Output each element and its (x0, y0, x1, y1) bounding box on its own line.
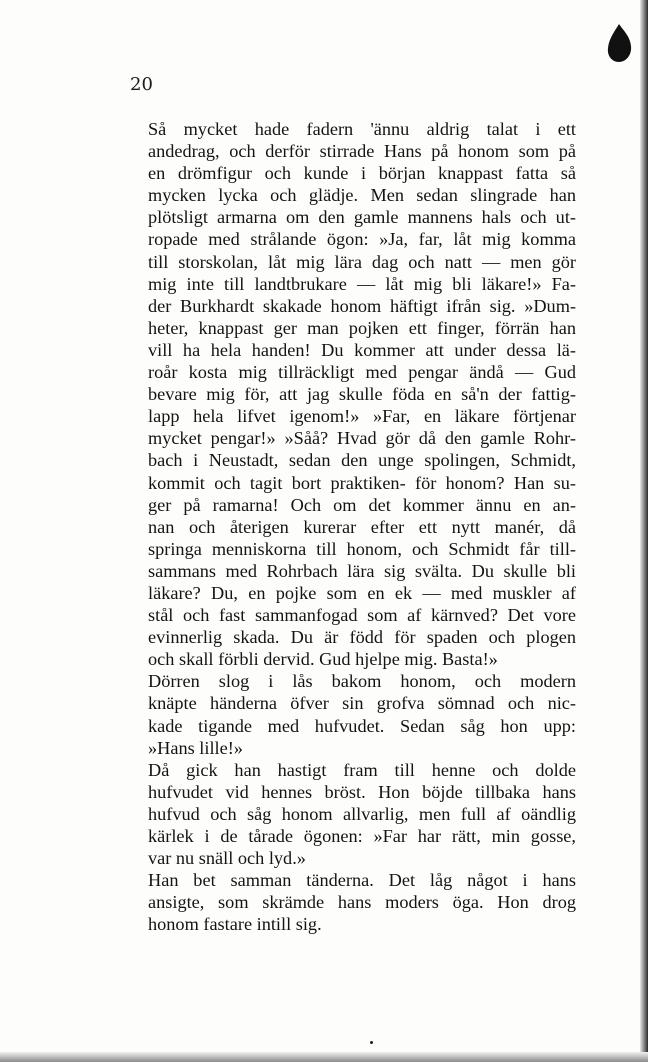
text-line: vill ha hela handen! Du kommer att under dessa lä- (148, 339, 576, 360)
text-line: ropade med strålande ögon: »Ja, far, låt mig komma (148, 229, 576, 250)
text-line: nan och återigen kurerar efter ett nytt manér, då (148, 516, 576, 537)
text-line: till storskolan, låt mig lära dag och natt — men gör (148, 251, 576, 272)
text-line: kärlek i de tårade ögonen: »Far har rätt, min gosse, (148, 826, 576, 846)
page-bottom-edge (0, 1052, 648, 1062)
text-line: hufvudet vid hennes bröst. Hon böjde tillbaka hans (148, 781, 576, 802)
text-line: knäpte händerna öfver sin grofva sömnad och nic- (148, 693, 576, 714)
text-line: hufvud och såg honom allvarlig, men full af oändlig (148, 803, 576, 824)
text-line: ansigte, som skrämde hans moders öga. Hon drog (148, 892, 576, 913)
text-line: en drömfigur och kunde i början knappast fatta så (148, 163, 576, 184)
scan-speck (370, 1041, 373, 1044)
text-line: springa menniskorna till honom, och Schmidt får till- (148, 538, 576, 559)
body-text (104, 118, 576, 935)
paragraph (104, 670, 576, 758)
text-line: evinnerlig skada. Du är född för spaden och plogen (148, 627, 576, 648)
text-line: bach i Neustadt, sedan den unge spolingen, Schmidt, (148, 450, 576, 471)
text-line: ger på ramarna! Och om det kommer ännu en an- (148, 494, 576, 515)
text-line: var nu snäll och lyd.» (148, 848, 306, 869)
text-line: mycken lycka och glädje. Men sedan slingrade han (148, 185, 576, 206)
paragraph (104, 118, 576, 670)
text-line: »Hans lille!» (148, 737, 243, 758)
text-line: heter, knappast ger man pojken ett finger, förrän han (148, 317, 576, 338)
text-line: läkare? Du, en pojke som en ek — med muskler af (148, 582, 576, 603)
text-line: och skall förbli dervid. Gud hjelpe mig. Basta!» (148, 649, 498, 670)
text-line: sammans med Rohrbach lära sig svälta. Du skulle bli (148, 560, 576, 581)
text-line: plötsligt armarna om den gamle mannens hals och ut- (148, 207, 576, 228)
text-line: mig inte till landtbrukare — låt mig bli läkare!» Fa- (148, 273, 576, 294)
text-line: kommit och tagit bort praktiken- för honom? Han su- (148, 472, 576, 493)
text-line: roår kosta mig tillräckligt med pengar ändå — Gud (148, 362, 576, 383)
paragraph (104, 869, 576, 935)
text-line: bevare mig för, att jag skulle föda en så'n der fattig- (148, 384, 576, 405)
text-line: Han bet samman tänderna. Det låg något i hans (148, 870, 576, 891)
ink-blot-mark (604, 22, 634, 64)
text-line: kade tigande med hufvudet. Sedan såg hon upp: (148, 715, 576, 736)
text-line: honom fastare intill sig. (148, 914, 322, 935)
text-line: Så mycket hade fadern 'ännu aldrig talat i ett (148, 119, 576, 139)
page-edge-shadow (640, 0, 648, 1062)
text-line: andedrag, och derför stirrade Hans på honom som på (148, 141, 576, 162)
text-line: der Burkhardt skakade honom häftigt ifrån sig. »Dum- (148, 295, 576, 316)
text-line: Dörren slog i lås bakom honom, och modern (148, 671, 576, 692)
text-line: stål och fast sammanfogad som af kärnved? Det vore (148, 605, 576, 626)
text-line: mycket pengar!» »Såå? Hvad gör då den gamle Rohr- (148, 428, 576, 449)
text-line: Då gick han hastigt fram till henne och dolde (148, 759, 576, 780)
text-line: lapp hela lifvet igenom!» »Far, en läkare förtjenar (148, 406, 576, 427)
paragraph (104, 759, 576, 869)
page-number: 20 (130, 74, 153, 95)
